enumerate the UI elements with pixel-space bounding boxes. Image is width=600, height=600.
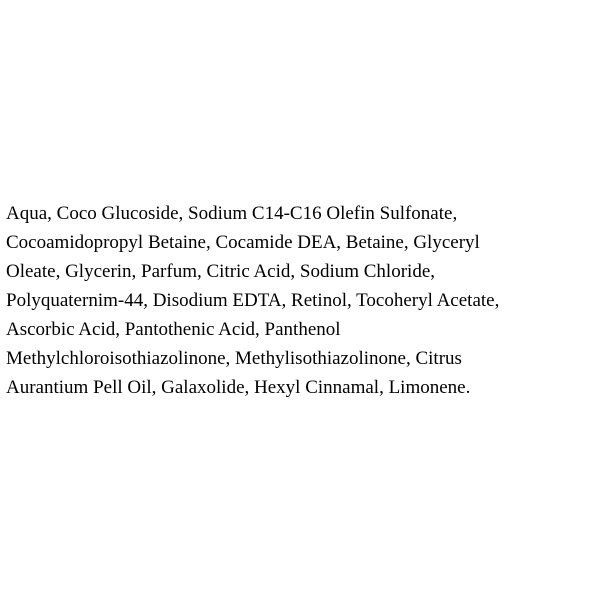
ingredients-line: Aqua, Coco Glucoside, Sodium C14-C16 Olefin Sulfonate, (6, 203, 458, 224)
ingredients-list (6, 199, 600, 402)
ingredients-line: Methylchloroisothiazolinone, Methylisothiazolinone, Citrus (6, 348, 462, 369)
ingredients-line: Oleate, Glycerin, Parfum, Citric Acid, Sodium Chloride, (6, 261, 436, 282)
ingredients-line: Ascorbic Acid, Pantothenic Acid, Panthenol (6, 319, 341, 340)
ingredients-line: Cocoamidopropyl Betaine, Cocamide DEA, Betaine, Glyceryl (6, 232, 480, 253)
ingredients-line: Aurantium Pell Oil, Galaxolide, Hexyl Cinnamal, Limonene. (6, 377, 471, 398)
ingredients-line: Polyquaternim-44, Disodium EDTA, Retinol, Tocoheryl Acetate, (6, 290, 500, 311)
